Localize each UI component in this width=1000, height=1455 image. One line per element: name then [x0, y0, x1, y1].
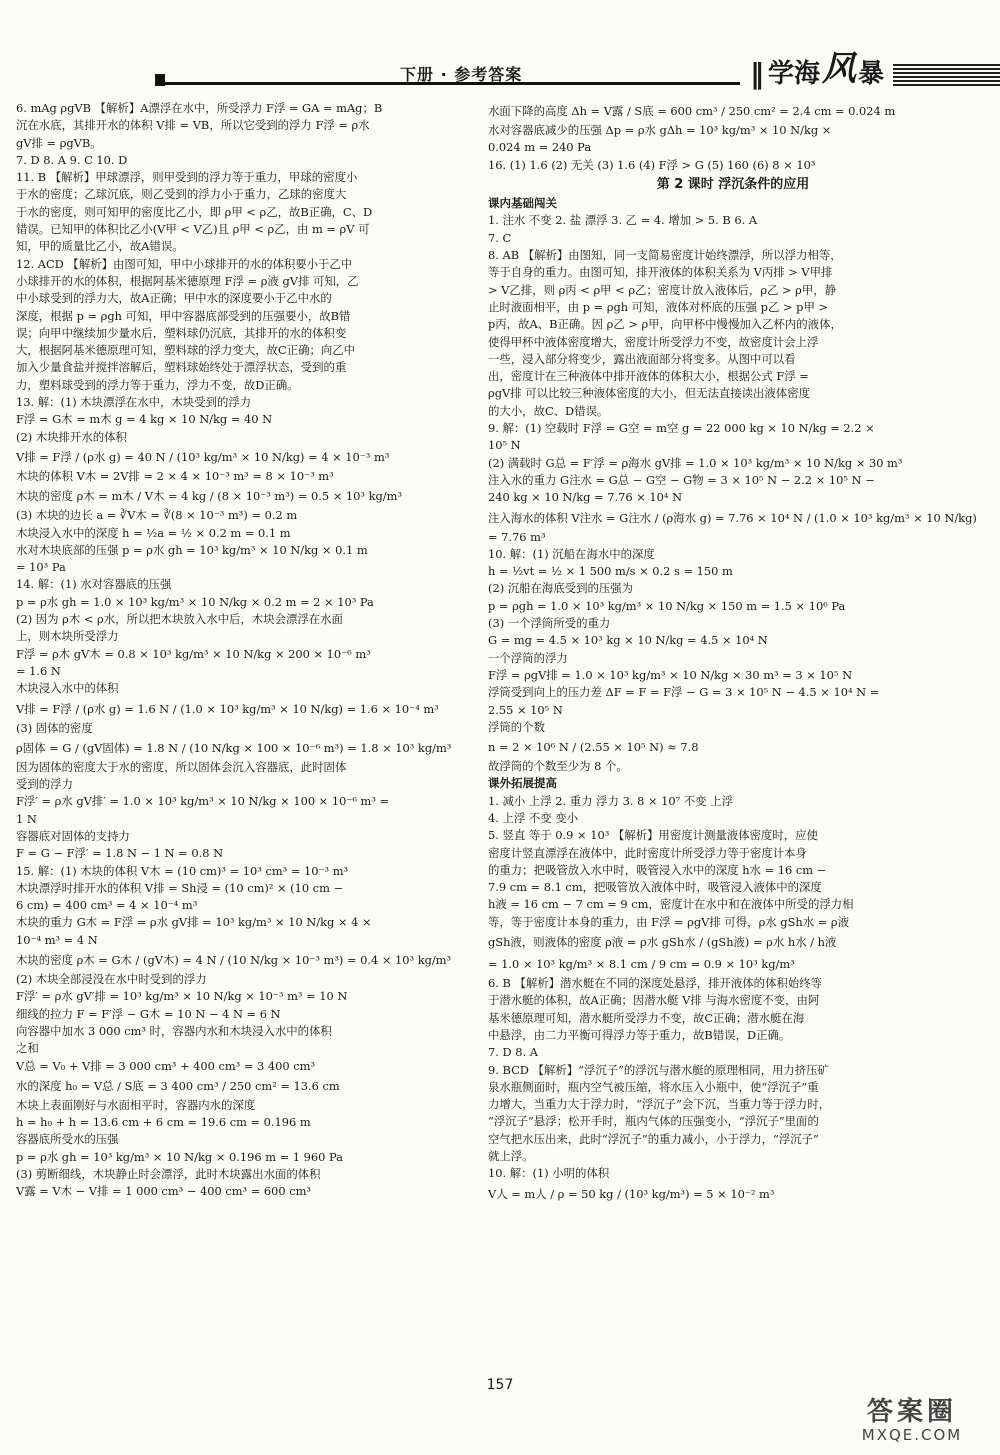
text-line: 沉在水底，其排开水的体积 V排 = VB，所以它受到的浮力 F浮 = ρ水	[16, 118, 370, 133]
text-line: 1 N	[16, 811, 37, 826]
text-line: 5. 竖直 等于 0.9 × 10³ 【解析】用密度计测量液体密度时，应使	[488, 828, 818, 843]
text-line: V排 = F浮 / (ρ水 g) = 1.6 N / (1.0 × 10³ kg/m³ × 10 N/kg) = 1.6 × 10⁻⁴ m³	[16, 701, 439, 716]
text-line: 大，根据阿基米德原理可知，塑料球的浮力变大，故C正确；向乙中	[16, 343, 356, 358]
brand-divider: ‖	[750, 57, 764, 90]
text-line: (3) 一个浮筒所受的重力	[488, 616, 611, 631]
text-line: (3) 固体的密度	[16, 720, 93, 735]
text-line: 出，密度计在三种液体中排开液体的体积大小，根据公式 F浮 =	[488, 369, 809, 384]
text-line: 止时液面相平，由 p = ρgh 可知，液体对杯底的压强 p乙 > p甲 >	[488, 299, 829, 314]
header-title: 下册 · 参考答案	[400, 65, 523, 84]
text-line: 水对容器底减少的压强 Δp = ρ水 gΔh = 10³ kg/m³ × 10 N/kg ×	[488, 123, 832, 137]
text-line: 使得甲杯中液体密度增大，密度计所受浮力不变，故密度计会上浮	[488, 334, 819, 349]
text-line: = 7.76 m³	[488, 529, 546, 544]
text-line: 密度计竖直漂浮在液体中，此时密度计所受浮力等于密度计本身	[488, 845, 807, 860]
text-line: V排 = F浮 / (ρ水 g) = 40 N / (10³ kg/m³ × 10 N/kg) = 4 × 10⁻³ m³	[16, 449, 390, 464]
text-line: 9. 解：(1) 空载时 F浮 = G空 = m空 g = 22 000 kg × 10 N/kg = 2.2 ×	[488, 421, 875, 436]
text-line: 10. 解：(1) 沉船在海水中的深度	[488, 546, 655, 561]
text-line: 9. BCD 【解析】“浮沉子”的浮沉与潜水艇的原理相同，用力挤压矿	[488, 1062, 829, 1077]
watermark-logo	[838, 1398, 986, 1448]
page-header	[155, 49, 1000, 96]
right-section-c	[488, 793, 978, 1205]
text-line: (3) 剪断细线，木块静止时会漂浮，此时木块露出水面的体积	[16, 1167, 321, 1182]
brand-part2: 风	[822, 49, 857, 89]
text-line: gV排 = ρgVB。	[16, 135, 102, 150]
brand-part3: 暴	[858, 59, 885, 89]
text-line: 上，则木块所受浮力	[16, 629, 119, 644]
text-line: 的重力；把吸管放入水中时，吸管浸入水中的深度 h水 = 16 cm −	[488, 862, 827, 877]
subsection-title-basic: 课内基础闯关	[488, 196, 557, 211]
text-line: 等于自身的重力。由图可知，排开液体的体积关系为 V丙排 > V甲排	[488, 265, 833, 280]
text-line: 错误。已知甲的体积比乙小(V甲 < V乙)且 ρ甲 < ρ乙，由 m = ρV 可	[16, 222, 370, 237]
brand-part1: 学海	[768, 59, 821, 89]
section-title: 第 2 课时 浮沉条件的应用	[656, 176, 810, 192]
text-line: 一个浮筒的浮力	[488, 650, 568, 665]
text-line: 注入水的重力 G注水 = G总 − G空 − G物 = 3 × 10⁵ N − 2.2 × 10⁵ N −	[488, 472, 875, 487]
right-section-b	[488, 212, 978, 775]
watermark-bottom: MXQE.COM	[861, 1426, 963, 1444]
text-line: 注入海水的体积 V注水 = G注水 / (ρ海水 g) = 7.76 × 10⁴ N / (1.0 × 10³ kg/m³ × 10 N/kg)	[488, 510, 977, 525]
text-line: F = G − F浮′ = 1.8 N − 1 N = 0.8 N	[16, 846, 224, 861]
right-section-a	[488, 100, 978, 174]
text-line: 0.024 m = 240 Pa	[488, 140, 592, 155]
text-line: 6. B 【解析】潜水艇在不同的深度处悬浮，排开液体的体积始终等	[488, 976, 823, 991]
text-line: 16. (1) 1.6 (2) 无关 (3) 1.6 (4) F浮 > G (5) 160 (6) 8 × 10³	[488, 157, 816, 172]
text-line: ρgV排 可以比较三种液体密度的大小，但无法直接读出液体密度	[488, 386, 810, 401]
text-line: p = ρ水 gh = 1.0 × 10³ kg/m³ × 10 N/kg × 0.2 m = 2 × 10³ Pa	[16, 594, 374, 609]
left-column	[16, 100, 478, 1201]
text-line: 一些，浸入部分将变少，露出液面部分将变多。从图中可以看	[488, 351, 796, 366]
text-line: 10. 解：(1) 小明的体积	[488, 1166, 610, 1181]
text-line: = 1.0 × 10³ kg/m³ × 8.1 cm / 9 cm = 0.9 × 10³ kg/m³	[488, 957, 795, 972]
text-line: 浮筒受到向上的压力差 ΔF = F = F浮 − G = 3 × 10⁵ N − 4.5 × 10⁴ N =	[488, 685, 880, 700]
text-line: 深度，根据 p = ρgh 可知，甲中容器底部受到的压强要小，故B错	[16, 308, 351, 323]
text-line: (2) 因为 ρ木 < ρ水，所以把木块放入水中后，木块会漂浮在水面	[16, 612, 343, 627]
text-line: (2) 沉船在海底受到的压强为	[488, 581, 634, 596]
text-line: 细线的拉力 F = F′浮 − G木 = 10 N − 4 N = 6 N	[16, 1006, 281, 1021]
page-number: 157	[486, 1377, 514, 1393]
text-line: (2) 木块排开水的体积	[16, 429, 127, 444]
text-line: 2.55 × 10⁵ N	[488, 702, 563, 717]
text-line: 于水的密度，则可知甲的密度比乙小，即 ρ甲 < ρ乙，故B正确，C、D	[16, 204, 373, 219]
text-line: 误；向甲中继续加少量水后，塑料球仍沉底，其排开的水的体积变	[16, 325, 347, 340]
text-line: 力，塑料球受到的浮力等于重力，浮力不变，故D正确。	[16, 377, 299, 392]
text-line: 木块浸入水中的体积	[16, 681, 119, 696]
subsection-title-extension: 课外拓展提高	[488, 776, 557, 791]
text-line: (3) 木块的边长 a = ∛V木 = ∛(8 × 10⁻³ m³) = 0.2 m	[16, 508, 298, 523]
text-line: p = ρgh = 1.0 × 10³ kg/m³ × 10 N/kg × 150 m = 1.5 × 10⁶ Pa	[488, 598, 846, 613]
text-line: 10⁵ N	[488, 438, 521, 453]
text-line: V总 = V₀ + V排 = 3 000 cm³ + 400 cm³ = 3 400 cm³	[16, 1058, 316, 1073]
text-line: gSh液，则液体的密度 ρ液 = ρ水 gSh水 / (gSh液) = ρ水 h水 / h液	[488, 935, 837, 950]
text-line: 7. C	[488, 230, 512, 245]
text-line: 知，甲的质量比乙小，故A错误。	[16, 239, 184, 254]
right-column	[488, 100, 978, 1205]
text-line: 木块上表面刚好与水面相平时，容器内水的深度	[16, 1097, 256, 1112]
text-line: h = h₀ + h = 13.6 cm + 6 cm = 19.6 cm = 0.196 m	[16, 1115, 311, 1130]
text-line: 基米德原理可知，潜水艇所受浮力不变，故C正确；潜水艇在海	[488, 1010, 805, 1025]
text-line: (2) 木块全部浸没在水中时受到的浮力	[16, 972, 207, 987]
text-line: 13. 解：(1) 木块漂浮在水中，木块受到的浮力	[16, 395, 252, 410]
text-line: ρ固体 = G / (gV固体) = 1.8 N / (10 N/kg × 100 × 10⁻⁶ m³) = 1.8 × 10³ kg/m³	[16, 740, 452, 755]
text-line: 1. 注水 不变 2. 盐 漂浮 3. 乙 = 4. 增加 > 5. B 6. A	[488, 213, 758, 228]
text-line: 木块浸入水中的深度 h = ½a = ½ × 0.2 m = 0.1 m	[16, 525, 291, 540]
text-line: 6 cm) = 400 cm³ = 4 × 10⁻⁴ m³	[16, 898, 198, 913]
text-line: (2) 满载时 G总 = F′浮 = ρ海水 gV排 = 1.0 × 10³ kg/m³ × 10 N/kg × 30 m³	[488, 455, 903, 470]
text-line: 水面下降的高度 Δh = V露 / S底 = 600 cm³ / 250 cm² = 2.4 cm = 0.024 m	[488, 104, 896, 118]
text-line: 木块的重力 G木 = F浮 = ρ水 gV排 = 10³ kg/m³ × 10 N/kg × 4 ×	[16, 915, 372, 930]
text-line: 容器底所受水的压强	[16, 1132, 119, 1147]
text-line: h液 = 16 cm − 7 cm = 9 cm，密度计在水中和在液体中所受的浮力相	[488, 897, 854, 912]
text-line: 于潜水艇的体积，故A正确；因潜水艇 V排 与海水密度不变，由阿	[488, 993, 820, 1008]
text-line: 浮筒的个数	[488, 719, 545, 734]
text-line: 小球排开的水的体积，根据阿基米德原理 F浮 = ρ液 gV排 可知，乙	[16, 273, 359, 288]
text-line: = 10³ Pa	[16, 560, 66, 575]
text-line: V人 = m人 / ρ = 50 kg / (10³ kg/m³) = 5 × 10⁻² m³	[488, 1186, 775, 1201]
text-line: 8. AB 【解析】由图知，同一支简易密度计始终漂浮，所以浮力相等，	[488, 248, 842, 263]
text-line: G = mg = 4.5 × 10³ kg × 10 N/kg = 4.5 × 10⁴ N	[488, 633, 768, 648]
text-line: 中小球受到的浮力大，故A正确；甲中水的深度要小于乙中水的	[16, 291, 332, 306]
text-line: 加入少量食盐并搅拌溶解后，塑料球始终处于漂浮状态，受到的重	[16, 360, 347, 375]
text-line: 木块的密度 ρ木 = G木 / (gV木) = 4 N / (10 N/kg × 10⁻³ m³) = 0.4 × 10³ kg/m³	[16, 953, 452, 968]
text-line: 水对木块底部的压强 p = ρ水 gh = 10³ kg/m³ × 10 N/kg × 0.1 m	[16, 542, 368, 557]
text-line: n = 2 × 10⁶ N / (2.55 × 10⁵ N) ≈ 7.8	[488, 740, 699, 755]
text-line: h = ½vt = ½ × 1 500 m/s × 0.2 s = 150 m	[488, 564, 733, 579]
text-line: = 1.6 N	[16, 663, 61, 678]
text-line: 15. 解：(1) 木块的体积 V木 = (10 cm)³ = 10³ cm³ = 10⁻³ m³	[16, 863, 349, 878]
text-line: V露 = V木 − V排 = 1 000 cm³ − 400 cm³ = 600 cm³	[16, 1184, 311, 1199]
text-line: 4. 上浮 不变 变小	[488, 810, 579, 825]
text-line: 力增大，当重力大于浮力时，“浮沉子”会下沉，当重力等于浮力时，	[488, 1097, 830, 1112]
text-line: 水的深度 h₀ = V总 / S底 = 3 400 cm³ / 250 cm² = 13.6 cm	[16, 1078, 340, 1093]
text-line: 泉水瓶侧面时，瓶内空气被压缩，将水压入小瓶中，使“浮沉子”重	[488, 1079, 819, 1094]
text-line: F浮 = ρgV排 = 1.0 × 10³ kg/m³ × 10 N/kg × 30 m³ = 3 × 10⁵ N	[488, 667, 853, 682]
text-line: 7.9 cm = 8.1 cm，把吸管放入液体中时，吸管浸入液体中的深度	[488, 880, 822, 895]
text-line: 之和	[16, 1041, 39, 1056]
text-line: 木块的体积 V木 = 2V排 = 2 × 4 × 10⁻³ m³ = 8 × 10⁻³ m³	[16, 468, 334, 483]
text-line: 11. B 【解析】甲球漂浮，则甲受到的浮力等于重力，甲球的密度小	[16, 170, 358, 185]
text-line: 木块的密度 ρ木 = m木 / V木 = 4 kg / (8 × 10⁻³ m³) = 0.5 × 10³ kg/m³	[16, 489, 403, 504]
text-line: 240 kg × 10 N/kg = 7.76 × 10⁴ N	[488, 490, 683, 505]
text-line: F浮′ = ρ水 gV排′ = 1.0 × 10³ kg/m³ × 10 N/kg × 100 × 10⁻⁶ m³ =	[16, 794, 390, 809]
text-line: 受到的浮力	[16, 777, 73, 792]
text-line: 1. 减小 上浮 2. 重力 浮力 3. 8 × 10⁷ 不变 上浮	[488, 793, 733, 808]
text-line: 14. 解：(1) 水对容器底的压强	[16, 577, 172, 592]
text-line: 12. ACD 【解析】由图可知，甲中小球排开的水的体积要小于乙中	[16, 256, 353, 271]
text-line: 10⁻⁴ m³ = 4 N	[16, 932, 98, 947]
text-line: “浮沉子”悬浮；松开手时，瓶内气体的压强变小，“浮沉子”里面的	[488, 1114, 819, 1129]
text-line: > V乙排，则 ρ丙 < ρ甲 < ρ乙；密度计放入液体后，ρ乙 > ρ甲，静	[488, 282, 837, 297]
text-line: F浮 = G木 = m木 g = 4 kg × 10 N/kg = 40 N	[16, 412, 273, 427]
text-line: 木块漂浮时排开水的体积 V排 = Sh浸 = (10 cm)² × (10 cm −	[16, 880, 344, 895]
text-line: 空气把水压出来，此时“浮沉子”的重力减小，小于浮力，“浮沉子”	[488, 1131, 819, 1146]
text-line: F浮 = ρ木 gV木 = 0.8 × 10³ kg/m³ × 10 N/kg × 200 × 10⁻⁶ m³	[16, 646, 371, 661]
text-line: 中悬浮，由二力平衡可得浮力等于重力，故B错误，D正确。	[488, 1027, 791, 1042]
text-line: 因为固体的密度大于水的密度，所以固体会沉入容器底，此时固体	[16, 759, 347, 774]
text-line: 故浮筒的个数至少为 8 个。	[488, 759, 628, 774]
text-line: 于水的密度；乙球沉底，则乙受到的浮力小于重力，乙球的密度大	[16, 187, 347, 202]
text-line: F浮′ = ρ水 gV′排 = 10³ kg/m³ × 10 N/kg × 10⁻³ m³ = 10 N	[16, 989, 348, 1004]
text-line: 容器底对固体的支持力	[16, 828, 130, 843]
text-line: p丙，故A、B正确。因 ρ乙 > ρ甲，向甲杯中慢慢加入乙杯内的液体，	[488, 317, 842, 332]
text-line: p = ρ水 gh = 10³ kg/m³ × 10 N/kg × 0.196 m = 1 960 Pa	[16, 1149, 343, 1164]
text-line: 的大小，故C、D错误。	[488, 403, 609, 418]
header-stripes	[893, 64, 1000, 88]
text-line: 7. D 8. A	[488, 1045, 538, 1060]
text-line: 6. mAg ρgVB 【解析】A漂浮在水中，所受浮力 F浮 = GA = mAg；B	[16, 101, 383, 115]
text-line: 向容器中加水 3 000 cm³ 时，容器内水和木块浸入水中的体积	[16, 1023, 332, 1038]
text-line: 7. D 8. A 9. C 10. D	[16, 152, 128, 167]
brand-logo	[750, 49, 885, 90]
text-line: 等，等于密度计本身的重力，由 F浮 = ρgV排 可得，ρ水 gSh水 = ρ液	[488, 914, 849, 929]
watermark-top: 答案圈	[866, 1397, 957, 1427]
text-line: 就上浮。	[488, 1149, 534, 1164]
